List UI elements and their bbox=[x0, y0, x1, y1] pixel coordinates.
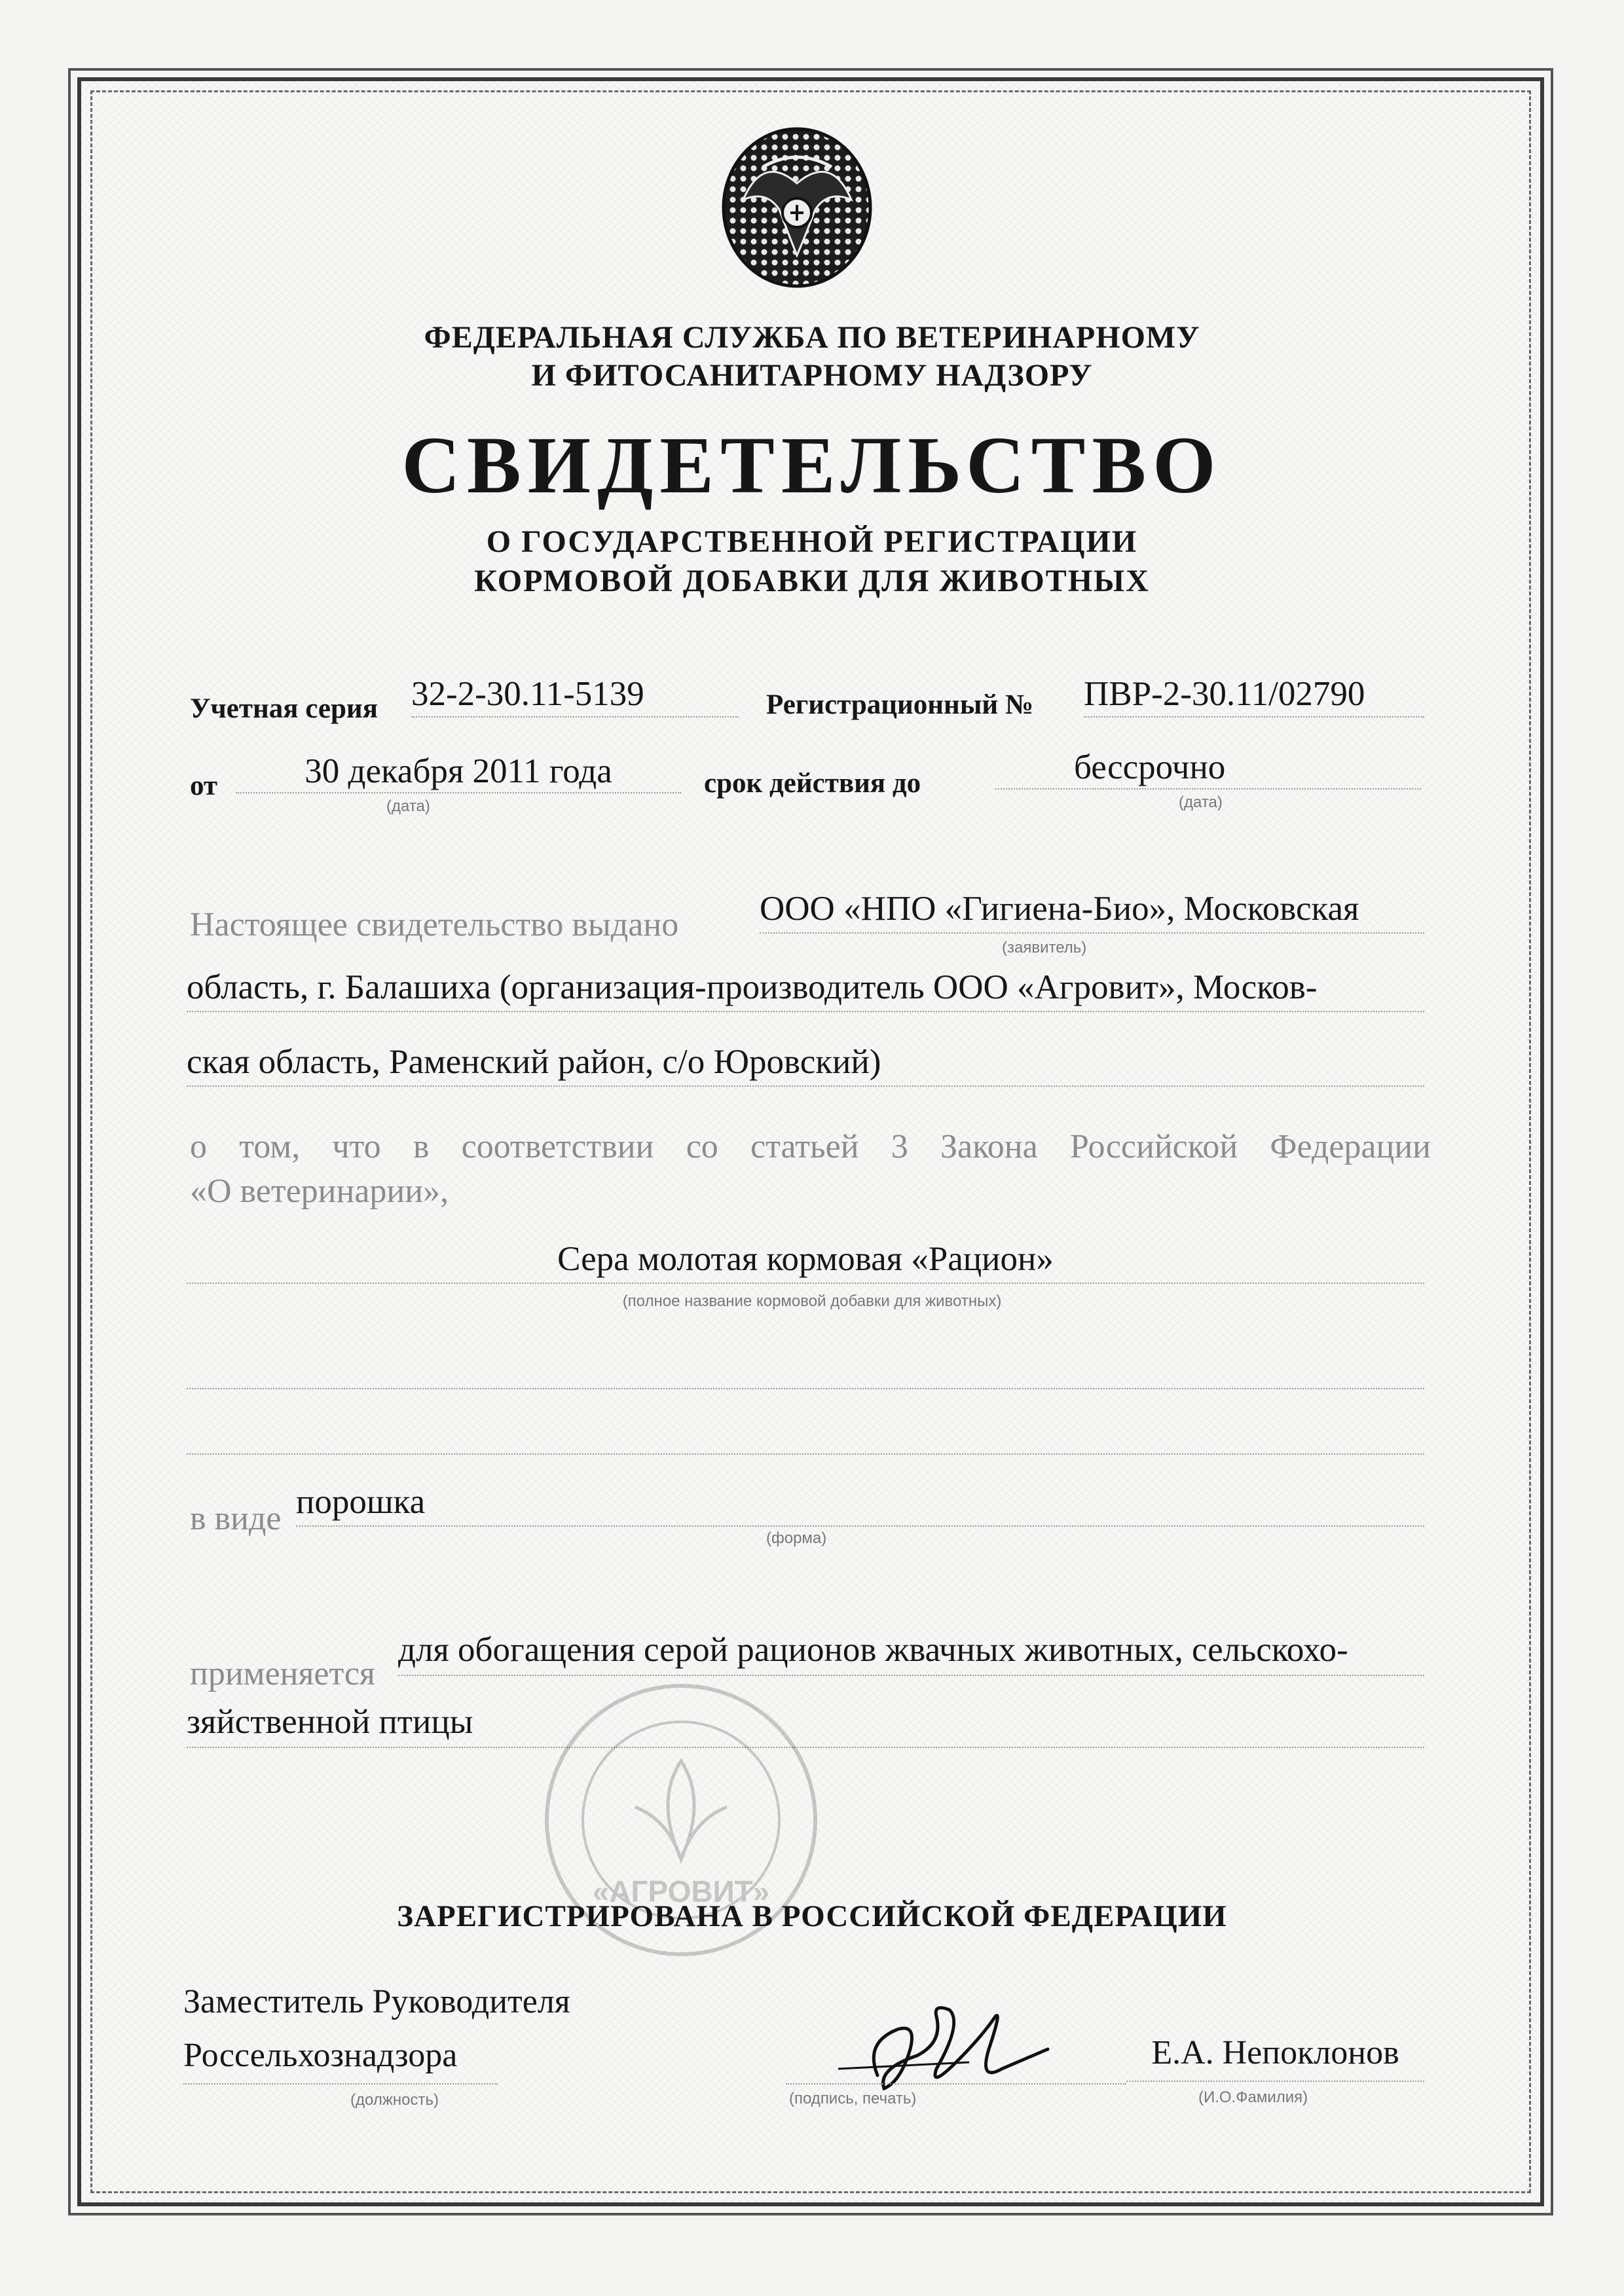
law-line-1: о том, что в соответствии со статьей 3 Закона Российской Федерации bbox=[190, 1128, 1431, 1165]
product-name: Сера молотая кормовая «Рацион» bbox=[557, 1240, 1054, 1278]
signature-line bbox=[786, 2075, 1126, 2085]
stamp-text: «АГРОВИТ» bbox=[592, 1874, 770, 1908]
usage-line-2: зяйственной птицы bbox=[187, 1703, 473, 1741]
product-extra-line-2 bbox=[187, 1427, 1424, 1455]
position-line-1: Заместитель Руководителя bbox=[183, 1983, 570, 2020]
document-title: СВИДЕТЕЛЬСТВО bbox=[401, 420, 1223, 510]
applicant-caption: (заявитель) bbox=[1002, 939, 1087, 957]
date-caption: (дата) bbox=[386, 797, 430, 815]
signer-caption: (И.О.Фамилия) bbox=[1198, 2088, 1308, 2106]
registered-statement: ЗАРЕГИСТРИРОВАНА В РОССИЙСКОЙ ФЕДЕРАЦИИ bbox=[397, 1899, 1227, 1933]
form-label: в виде bbox=[190, 1500, 282, 1537]
law-line-2: «О ветеринарии», bbox=[190, 1173, 449, 1210]
validity-caption: (дата) bbox=[1179, 793, 1223, 811]
signer-field bbox=[1126, 2033, 1424, 2082]
date-field bbox=[236, 752, 681, 793]
usage-field bbox=[398, 1630, 1424, 1676]
signature-caption: (подпись, печать) bbox=[789, 2090, 917, 2107]
from-label: от bbox=[190, 771, 218, 801]
series-value: 32-2-30.11-5139 bbox=[411, 675, 644, 713]
subtitle-line-2: КОРМОВОЙ ДОБАВКИ ДЛЯ ЖИВОТНЫХ bbox=[474, 564, 1150, 598]
validity-value: бессрочно bbox=[1074, 748, 1226, 786]
validity-field bbox=[995, 748, 1421, 790]
reg-number-value: ПВР-2-30.11/02790 bbox=[1084, 675, 1365, 713]
signer-name: Е.А. Непоклонов bbox=[1151, 2034, 1399, 2071]
agency-line-1: ФЕДЕРАЛЬНАЯ СЛУЖБА ПО ВЕТЕРИНАРНОМУ bbox=[424, 320, 1200, 355]
applicant-line-1: ООО «НПО «Гигиена-Био», Московская bbox=[760, 890, 1359, 928]
applicant-line-2-field bbox=[187, 968, 1424, 1012]
validity-label: срок действия до bbox=[704, 768, 921, 799]
date-value: 30 декабря 2011 года bbox=[304, 752, 612, 790]
reg-number-field bbox=[1084, 674, 1424, 718]
form-value: порошка bbox=[296, 1483, 426, 1521]
applicant-line-3: ская область, Раменский район, с/о Юровский) bbox=[187, 1043, 881, 1081]
agency-line-2: И ФИТОСАНИТАРНОМУ НАДЗОРУ bbox=[531, 358, 1093, 393]
usage-line-1: для обогащения серой рационов жвачных животных, сельскохо- bbox=[398, 1631, 1348, 1669]
position-caption: (должность) bbox=[350, 2091, 439, 2109]
emblem-icon bbox=[717, 121, 877, 291]
series-field bbox=[411, 674, 739, 718]
usage-label: применяется bbox=[190, 1655, 375, 1692]
series-label: Учетная серия bbox=[190, 693, 378, 724]
reg-number-label: Регистрационный № bbox=[766, 689, 1034, 720]
form-field bbox=[296, 1482, 1424, 1527]
position-field bbox=[183, 2036, 498, 2085]
product-extra-line-1 bbox=[187, 1362, 1424, 1389]
applicant-line-2: область, г. Балашиха (организация-производитель ООО «Агровит», Москов- bbox=[187, 968, 1318, 1006]
applicant-field bbox=[760, 889, 1424, 934]
product-caption: (полное название кормовой добавки для животных) bbox=[622, 1292, 1002, 1310]
issued-label: Настоящее свидетельство выдано bbox=[190, 906, 679, 943]
form-caption: (форма) bbox=[766, 1529, 827, 1547]
subtitle-line-1: О ГОСУДАРСТВЕННОЙ РЕГИСТРАЦИИ bbox=[486, 524, 1138, 559]
applicant-line-3-field bbox=[187, 1042, 1424, 1087]
position-line-2: Россельхознадзора bbox=[183, 2037, 458, 2074]
product-field bbox=[187, 1239, 1424, 1284]
